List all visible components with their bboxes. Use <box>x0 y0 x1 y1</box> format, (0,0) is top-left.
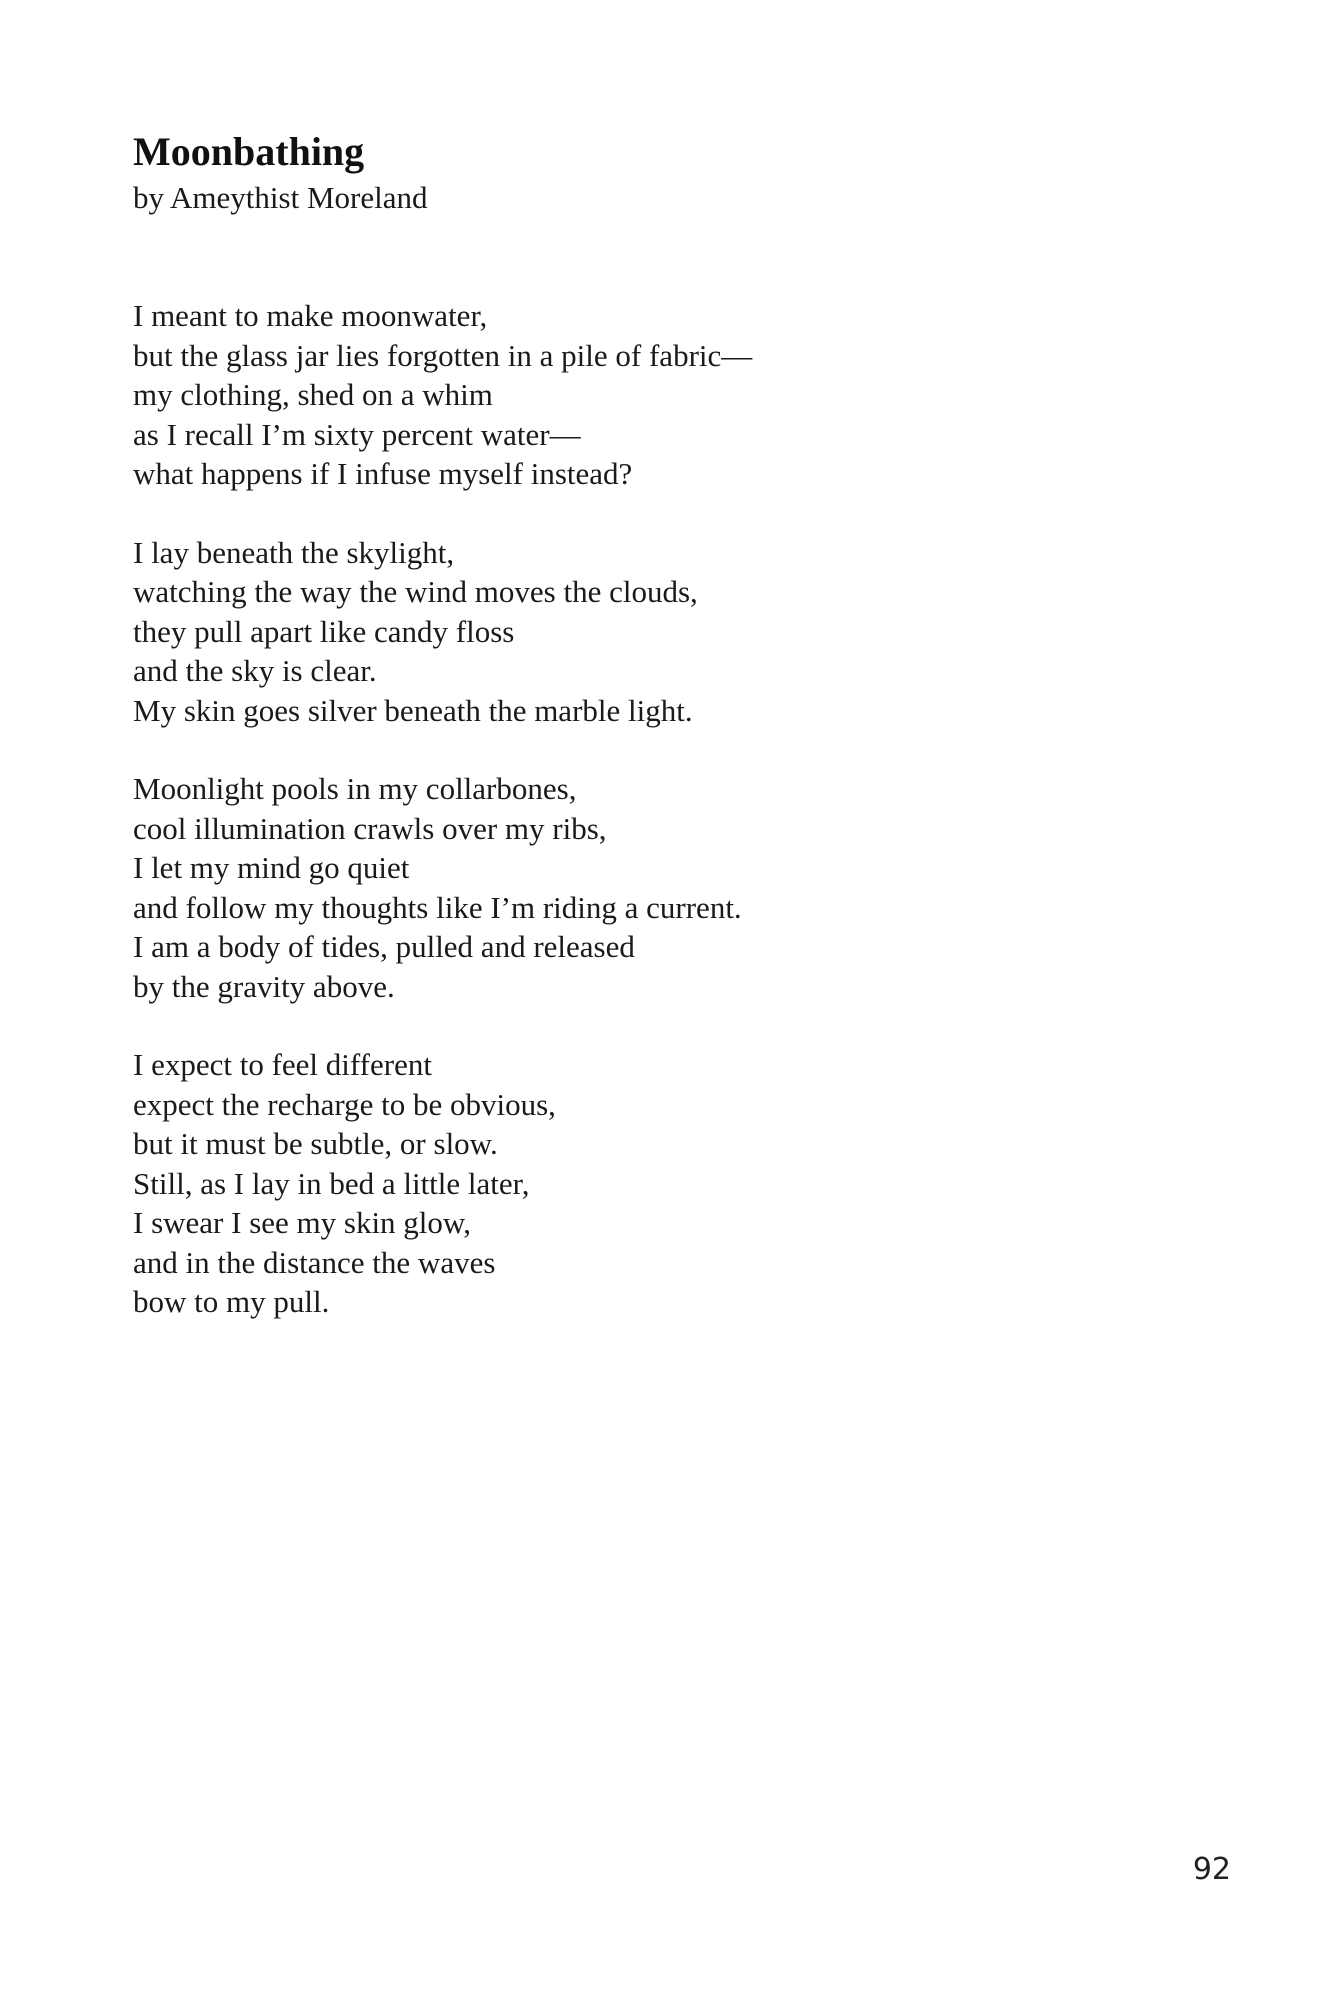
poem-line: Still, as I lay in bed a little later, <box>133 1165 530 1201</box>
poem-line: and the sky is clear. <box>133 653 377 688</box>
stanza-2 <box>133 533 1193 731</box>
poem-line: Moonlight pools in my collarbones, <box>133 771 577 806</box>
poem-line: by the gravity above. <box>133 968 395 1004</box>
poem-body <box>133 296 1193 1361</box>
poem-line: as I recall I’m sixty percent water— <box>133 416 581 452</box>
poem-line: what happens if I infuse myself instead? <box>133 456 633 491</box>
poem-line: bow to my pull. <box>133 1284 330 1319</box>
poem-line: my clothing, shed on a whim <box>133 377 493 412</box>
poem-line: I lay beneath the skylight, <box>133 534 455 570</box>
poem-line: and follow my thoughts like I’m riding a current. <box>133 889 742 925</box>
poem-line: but it must be subtle, or slow. <box>133 1126 498 1161</box>
page-number: 92 <box>1192 1852 1231 1887</box>
stanza-3 <box>133 769 1193 1006</box>
poem-line: but the glass jar lies forgotten in a pile of fabric— <box>133 337 753 373</box>
poem-line: cool illumination crawls over my ribs, <box>133 810 607 846</box>
poem-line: My skin goes silver beneath the marble light. <box>133 692 693 728</box>
stanza-1 <box>133 296 1193 494</box>
poem-line: I am a body of tides, pulled and released <box>133 929 635 964</box>
poem-line: I swear I see my skin glow, <box>133 1205 472 1240</box>
poem-byline: by Ameythist Moreland <box>133 180 428 215</box>
poem-line: expect the recharge to be obvious, <box>133 1086 556 1122</box>
poem-line: I meant to make moonwater, <box>133 298 488 333</box>
poem-line: and in the distance the waves <box>133 1244 496 1280</box>
poem-line: they pull apart like candy floss <box>133 613 515 649</box>
poem-line: watching the way the wind moves the clouds, <box>133 574 698 609</box>
stanza-4 <box>133 1045 1193 1322</box>
poem-title: Moonbathing <box>133 129 365 174</box>
poem-line: I expect to feel different <box>133 1047 432 1082</box>
poem-line: I let my mind go quiet <box>133 850 410 885</box>
